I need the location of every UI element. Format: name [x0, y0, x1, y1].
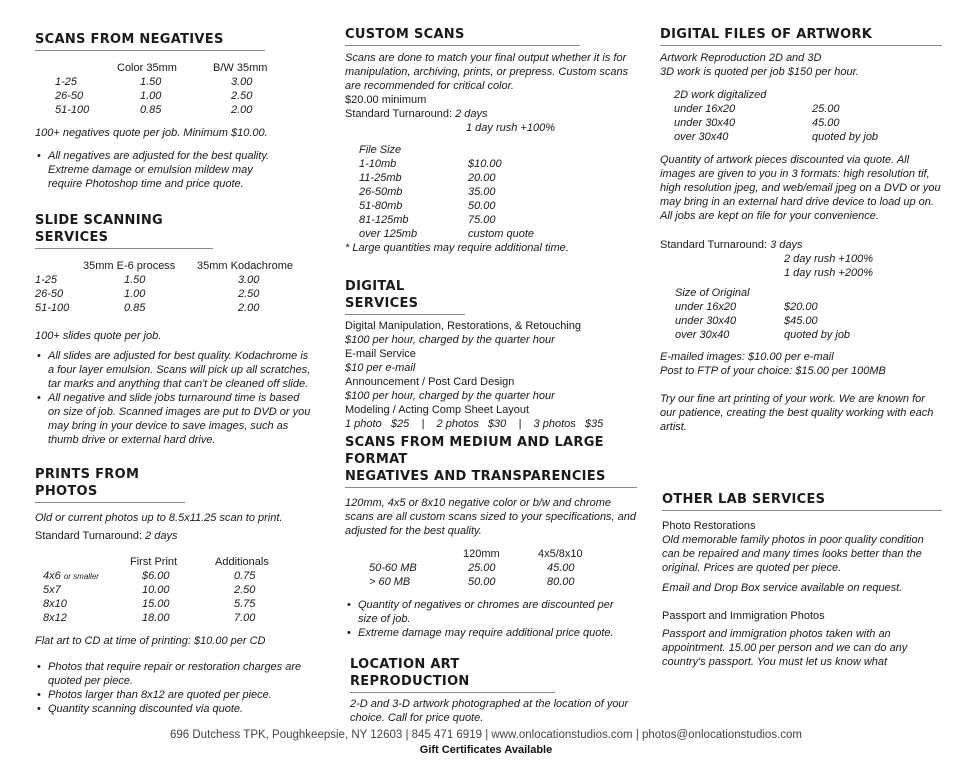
column-header-kodachrome: 35mm Kodachrome — [197, 260, 293, 272]
table-row — [345, 575, 637, 589]
ftp-post: Post to FTP of your choice: $15.00 per 100MB — [660, 365, 886, 377]
table-row — [345, 199, 635, 213]
service-name: Modeling / Acting Comp Sheet Layout — [345, 404, 530, 416]
table-header-row — [35, 61, 268, 75]
price-cell: 50.00 — [468, 200, 496, 212]
size-cell: 8x10 — [43, 598, 67, 610]
photo-restorations-text: Old memorable family photos in poor quality condition can be repaired and many times looks better than the original. Prices are quoted per piece. — [662, 534, 924, 574]
turnaround-label: Standard Turnaround: — [345, 108, 453, 120]
price-cell: 15.00 — [142, 598, 170, 610]
medium-large-section — [345, 434, 637, 640]
price-cell: 35.00 — [468, 186, 496, 198]
range-cell: 1-25 — [55, 76, 78, 88]
digital-files-text: Quantity of artwork pieces discounted via quote. All images are given to you in 3 formats: high resolution tif, high resolution jpeg, and web/email jpeg on a DVD or you may bring in an external hard drive device to load up on. All jobs are kept on file for your convenience. — [660, 154, 941, 222]
digital-files-intro-2: 3D work is quoted per job $150 per hour. — [660, 66, 859, 78]
size-cell: under 30x40 — [674, 117, 736, 129]
price-cell: 2.00 — [231, 104, 253, 116]
table-header-row — [660, 88, 942, 102]
table-row — [345, 185, 635, 199]
price-cell: quoted by job — [784, 329, 851, 341]
list-item: • All negatives are adjusted for the best quality. Extreme damage or emulsion mildew may require Photoshop time and price quote. — [35, 149, 290, 191]
size-note: or smaller — [63, 572, 99, 581]
column-header-color: Color 35mm — [117, 62, 177, 74]
passport-text: Passport and immigration photos taken with an appointment. 15.00 per person and we can do any country's passport. You must let us know what — [662, 628, 908, 668]
section-title-custom-scans: CUSTOM SCANS — [345, 26, 580, 46]
digitalized-table — [660, 88, 942, 144]
column-header-size-original: Size of Original — [675, 287, 750, 299]
passport-title: Passport and Immigration Photos — [662, 610, 825, 622]
price-cell: 3.00 — [238, 274, 260, 286]
size-cell: 26-50mb — [359, 186, 403, 198]
column-header-file-size: File Size — [359, 144, 402, 156]
slides-price-table — [35, 259, 308, 315]
prints-price-table — [35, 555, 308, 625]
price-cell: 2.50 — [234, 584, 256, 596]
price-cell: 1.00 — [140, 90, 162, 102]
price-cell: 2.00 — [238, 302, 260, 314]
title-line-2: NEGATIVES AND TRANSPARENCIES — [345, 469, 606, 484]
column-header-bw: B/W 35mm — [213, 62, 268, 74]
size-cell: over 125mb — [359, 228, 418, 240]
table-header-row — [35, 555, 308, 569]
service-price: $10 per e-mail — [345, 362, 416, 374]
size-cell: 81-125mb — [359, 214, 409, 226]
price-cell: 20.00 — [468, 172, 496, 184]
size-cell: 5x7 — [43, 584, 61, 596]
price-cell: 75.00 — [468, 214, 496, 226]
price-cell: 2.50 — [238, 288, 260, 300]
medium-large-intro: 120mm, 4x5 or 8x10 negative color or b/w and chrome scans are all custom scans sized to your specifications, and adjusted for the best quality. — [345, 497, 637, 537]
gift-certificates: Gift Certificates Available — [419, 744, 553, 756]
list-item: • Extreme damage may require additional price quote. — [345, 626, 635, 640]
digital-files-turnaround — [660, 238, 942, 252]
slide-scanning-section — [35, 212, 311, 447]
table-header-row — [660, 286, 942, 300]
medium-large-bullets — [345, 598, 635, 640]
column-header-4x5: 4x5/8x10 — [538, 548, 583, 560]
size-cell: 11-25mb — [359, 172, 402, 184]
rush-option: 2 day rush +100% — [784, 253, 873, 265]
price-cell: 0.85 — [124, 302, 146, 314]
section-title-scans-negatives: SCANS FROM NEGATIVES — [35, 31, 265, 51]
price-cell: 45.00 — [547, 562, 575, 574]
table-row — [345, 227, 635, 241]
size-cell: over 30x40 — [675, 329, 730, 341]
size-cell: under 16x20 — [674, 103, 736, 115]
price-cell: 18.00 — [142, 612, 170, 624]
custom-turnaround — [345, 107, 635, 121]
turnaround-value: 3 days — [770, 239, 803, 251]
list-item: • Quantity scanning discounted via quote. — [35, 702, 305, 716]
size-cell: under 16x20 — [675, 301, 737, 313]
price-cell: 1.00 — [124, 288, 146, 300]
digital-files-intro-1: Artwork Reproduction 2D and 3D — [660, 52, 822, 64]
email-dropbox-note: Email and Drop Box service available on request. — [662, 582, 903, 594]
closing-text: Try our fine art printing of your work. We are known for our patience, creating the best quality working with each artist. — [660, 393, 934, 433]
price-cell: 45.00 — [812, 117, 840, 129]
table-row — [35, 611, 308, 625]
price-cell: 25.00 — [468, 562, 496, 574]
price-cell: $6.00 — [142, 570, 170, 582]
list-item: • Quantity of negatives or chromes are discounted per size of job. — [345, 598, 635, 626]
table-row — [35, 301, 308, 315]
page-footer — [0, 728, 972, 758]
column-header-120mm: 120mm — [463, 548, 500, 560]
prints-bullets — [35, 660, 305, 716]
table-row — [35, 103, 265, 117]
range-cell: 26-50 — [55, 90, 84, 102]
column-header-e6: 35mm E-6 process — [83, 260, 176, 272]
range-cell: 51-100 — [35, 302, 70, 314]
photo-restorations-title: Photo Restorations — [662, 520, 756, 532]
prints-turnaround — [35, 529, 308, 543]
size-cell: 51-80mb — [359, 200, 403, 212]
table-row — [345, 171, 635, 185]
table-row — [35, 273, 308, 287]
table-row — [35, 287, 308, 301]
custom-footnote: * Large quantities may require additional time. — [345, 242, 569, 254]
location-art-text: 2-D and 3-D artwork photographed at the location of your choice. Call for price quote. — [350, 698, 629, 724]
price-cell: 10.00 — [142, 584, 170, 596]
size-cell: > 60 MB — [369, 576, 411, 588]
service-price: $100 per hour, charged by the quarter hour — [345, 390, 555, 402]
digital-files-section — [660, 26, 942, 434]
size-cell — [43, 569, 99, 584]
price-cell: 80.00 — [547, 576, 575, 588]
section-title-medium-large — [345, 434, 637, 488]
section-title-other-services: OTHER LAB SERVICES — [662, 491, 942, 511]
table-row — [35, 75, 265, 89]
negatives-price-table — [35, 61, 268, 117]
column-header-first-print: First Print — [130, 556, 178, 568]
table-row — [35, 569, 308, 583]
table-header-row — [345, 143, 635, 157]
table-row — [345, 561, 637, 575]
medium-large-table — [345, 547, 637, 589]
size-cell: 1-10mb — [359, 158, 397, 170]
file-size-table — [345, 143, 635, 241]
price-cell: 50.00 — [468, 576, 496, 588]
size-original-table — [660, 286, 942, 342]
service-name: E-mail Service — [345, 348, 416, 360]
table-header-row — [345, 547, 637, 561]
price-cell: 5.75 — [234, 598, 256, 610]
price-cell: 1.50 — [140, 76, 162, 88]
service-name: Digital Manipulation, Restorations, & Retouching — [345, 320, 582, 332]
flat-art-note: Flat art to CD at time of printing: $10.00 per CD — [35, 635, 266, 647]
custom-scans-minimum: $20.00 minimum — [345, 94, 427, 106]
size-cell: 8x12 — [43, 612, 67, 624]
section-title-digital-services: DIGITAL SERVICES — [345, 278, 465, 315]
table-row — [345, 157, 635, 171]
slides-bullets — [35, 349, 313, 447]
contact-line: 696 Dutchess TPK, Poughkeepsie, NY 12603 | 845 471 6919 | www.onlocationstudios.com | photos@onlocationstudios.com — [169, 729, 803, 741]
prints-photos-section — [35, 466, 308, 716]
section-title-prints-photos: PRINTS FROM PHOTOS — [35, 466, 185, 503]
table-row — [35, 583, 308, 597]
table-header-row — [35, 259, 308, 273]
turnaround-value: 2 days — [455, 108, 488, 120]
custom-scans-intro: Scans are done to match your final output whether it is for manipulation, archiving, prints, or prepress. Custom scans are recommended for critical color. — [345, 52, 629, 92]
column-header-2d-work: 2D work digitalized — [674, 89, 767, 101]
size-cell: under 30x40 — [675, 315, 737, 327]
negatives-bullets — [35, 149, 290, 191]
table-row — [345, 213, 635, 227]
custom-rush: 1 day rush +100% — [466, 122, 555, 134]
section-title-location-art: LOCATION ART REPRODUCTION — [350, 656, 555, 693]
price-cell: 2.50 — [231, 90, 253, 102]
rush-option: 1 day rush +200% — [784, 267, 873, 279]
digital-services-section — [345, 278, 640, 431]
turnaround-label: Standard Turnaround: — [35, 530, 143, 542]
price-cell: 0.85 — [140, 104, 162, 116]
price-cell: quoted by job — [812, 131, 879, 143]
range-cell: 26-50 — [35, 288, 64, 300]
size-cell: over 30x40 — [674, 131, 729, 143]
price-cell: 25.00 — [812, 103, 840, 115]
table-row — [660, 300, 942, 314]
negatives-note: 100+ negatives quote per job. Minimum $10.00. — [35, 127, 268, 139]
service-price: $100 per hour, charged by the quarter hour — [345, 334, 555, 346]
range-cell: 51-100 — [55, 104, 90, 116]
prints-intro: Old or current photos up to 8.5x11.25 scan to print. — [35, 512, 283, 524]
section-title-digital-files: DIGITAL FILES OF ARTWORK — [660, 26, 942, 46]
price-cell: 1.50 — [124, 274, 146, 286]
list-item: • Photos larger than 8x12 are quoted per piece. — [35, 688, 305, 702]
table-row — [660, 102, 942, 116]
size-cell: 50-60 MB — [369, 562, 417, 574]
size-value: 4x6 — [43, 570, 61, 582]
list-item: • All negative and slide jobs turnaround time is based on size of job. Scanned images are put to DVD or you may bring in your device to save images, such as thumb drive or external hard drive. — [35, 391, 313, 447]
list-item: • All slides are adjusted for best quality. Kodachrome is a four layer emulsion. Scans will pick up all scratches, tar marks and anything that can't be cleaned off slide. — [35, 349, 313, 391]
other-services-section — [662, 491, 942, 669]
price-cell: 7.00 — [234, 612, 256, 624]
price-cell: custom quote — [468, 228, 535, 240]
list-item: • Photos that require repair or restoration charges are quoted per piece. — [35, 660, 305, 688]
price-cell: $20.00 — [784, 301, 818, 313]
service-price: 1 photo $25 | 2 photos $30 | 3 photos $35 — [345, 418, 604, 430]
range-cell: 1-25 — [35, 274, 58, 286]
location-art-section — [350, 656, 632, 725]
turnaround-label: Standard Turnaround: — [660, 239, 768, 251]
table-row — [660, 314, 942, 328]
title-line-1: SCANS FROM MEDIUM AND LARGE FORMAT — [345, 435, 604, 467]
table-row — [660, 328, 942, 342]
scans-negatives-section — [35, 31, 270, 191]
slides-note: 100+ slides quote per job. — [35, 330, 162, 342]
table-row — [660, 116, 942, 130]
turnaround-value: 2 days — [145, 530, 178, 542]
section-title-slide-scanning: SLIDE SCANNING SERVICES — [35, 212, 213, 249]
table-row — [35, 89, 265, 103]
table-row — [660, 130, 942, 144]
price-cell: $10.00 — [468, 158, 502, 170]
column-header-additionals: Additionals — [215, 556, 269, 568]
emailed-images: E-mailed images: $10.00 per e-mail — [660, 351, 834, 363]
price-cell: 3.00 — [231, 76, 253, 88]
table-row — [35, 597, 308, 611]
price-cell: $45.00 — [784, 315, 818, 327]
custom-scans-section — [345, 26, 635, 255]
price-cell: 0.75 — [234, 570, 256, 582]
service-name: Announcement / Post Card Design — [345, 376, 515, 388]
